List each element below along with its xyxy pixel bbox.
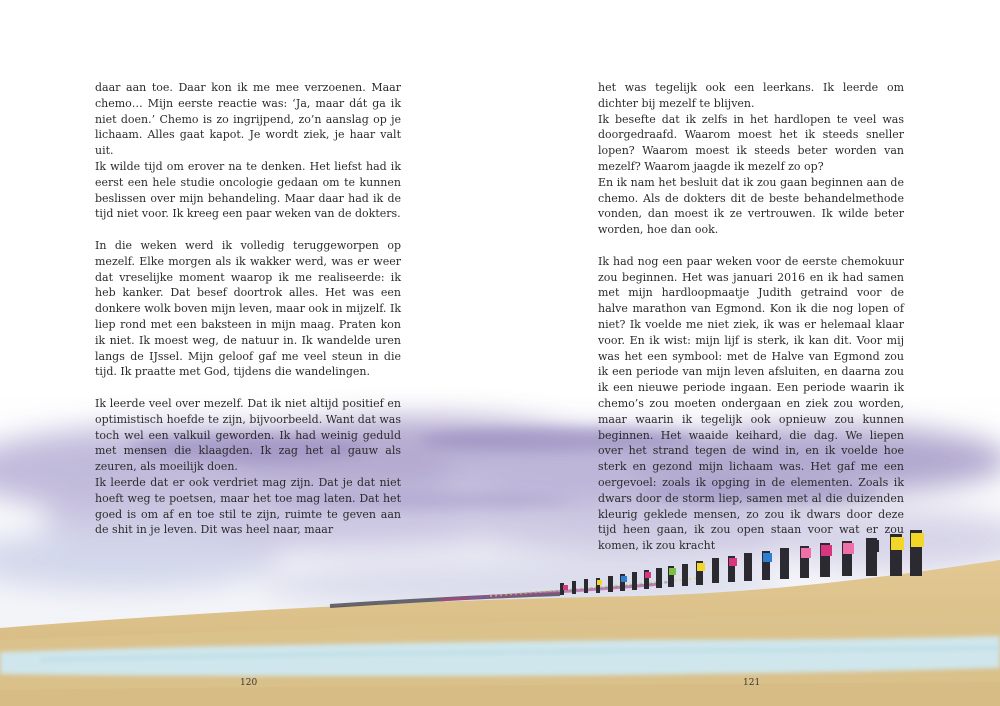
paragraph: In die weken werd ik volledig teruggeworpen op mezelf. Elke morgen als ik wakker werd, was er weer dat vreselijke moment waarop ik me realiseerde: ik heb kanker. Dat besef doortrok alles. Het was een donkere wolk boven mijn leven, maar ook in mijzelf. Ik liep rond met een baksteen in mijn maag. Praten kon ik niet. Ik moest weg, de natuur in. Ik wandelde uren langs de IJssel. Mijn geloof gaf me veel steun in die tijd. Ik praatte met God, tijdens die wandelingen. [95,238,401,379]
paragraph: Ik leerde veel over mezelf. Dat ik niet altijd positief en optimistisch hoefde te zijn, bijvoorbeeld. Want dat was toch wel een valkuil geworden. Ik had weinig geduld met mensen die klaagden. Ik zag het al gauw als zeuren, als moeilijk doen. [95,396,401,474]
left-page-text [95,80,401,538]
paragraph: Ik besefte dat ik zelfs in het hardlopen te veel was doorgedraafd. Waarom moest het ik steeds sneller lopen? Waarom moest ik steeds beter worden van mezelf? Waarom jaagde ik mezelf zo op? [598,112,904,173]
paragraph: het was tegelijk ook een leerkans. Ik leerde om dichter bij mezelf te blijven. [598,81,904,110]
paragraph: Ik leerde dat er ook verdriet mag zijn. Dat je dat niet hoeft weg te poetsen, maar het toe mag laten. Dat het goed is om af en toe stil te zijn, ruimte te geven aan de shit in je leven. Dit was heel naar, maar [95,475,401,537]
page-number-right: 121 [743,678,761,688]
right-page-text [598,80,904,554]
paragraph: Ik had nog een paar weken voor de eerste chemokuur zou beginnen. Het was januari 2016 en ik had samen met mijn hardloopmaatje Judith getraind voor de halve marathon van Egmond. Kon ik die nog lopen of niet? Ik voelde me niet ziek, ik was er helemaal klaar voor. En ik wist: mijn lijf is sterk, ik kan dit. Voor mij was het een symbool: met de Halve van Egmond zou ik een periode van mijn leven afsluiten, en daarna zou ik een nieuwe periode ingaan. Een periode waarin ik chemo’s zou moeten ondergaan en ziek zou worden, maar waarin ik tegelijk ook opnieuw zou kunnen beginnen. Het waaide keihard, die dag. We liepen over het strand tegen de wind in, en ik voelde hoe sterk en gezond mijn lichaam was. Het gaf me een oergevoel: zoals ik opging in de elementen. Zoals ik dwars door de storm liep, samen met al die duizenden kleurig geklede mensen, zo zou ik dwars door deze tijd heen gaan, ik zou open staan voor wat er zou komen, ik zou kracht [598,254,904,553]
paragraph: Ik wilde tijd om erover na te denken. Het liefst had ik eerst een hele studie oncologie gedaan om te kunnen beslissen over mijn behandeling. Maar daar had ik de tijd niet voor. Ik kreeg een paar weken van de dokters. [95,159,401,221]
paragraph: En ik nam het besluit dat ik zou gaan beginnen aan de chemo. Als de dokters dit de beste behandelmethode vonden, dan moest ik ze vertrouwen. Ik wilde beter worden, hoe dan ook. [598,175,904,237]
page-number-left: 120 [240,678,258,688]
paragraph: daar aan toe. Daar kon ik me mee verzoenen. Maar chemo… Mijn eerste reactie was: ‘Ja, maar dát ga ik niet doen.’ Chemo is zo ingrijpend, zo’n aanslag op je lichaam. Alles gaat kapot. Je wordt ziek, je haar valt uit. [95,81,401,158]
